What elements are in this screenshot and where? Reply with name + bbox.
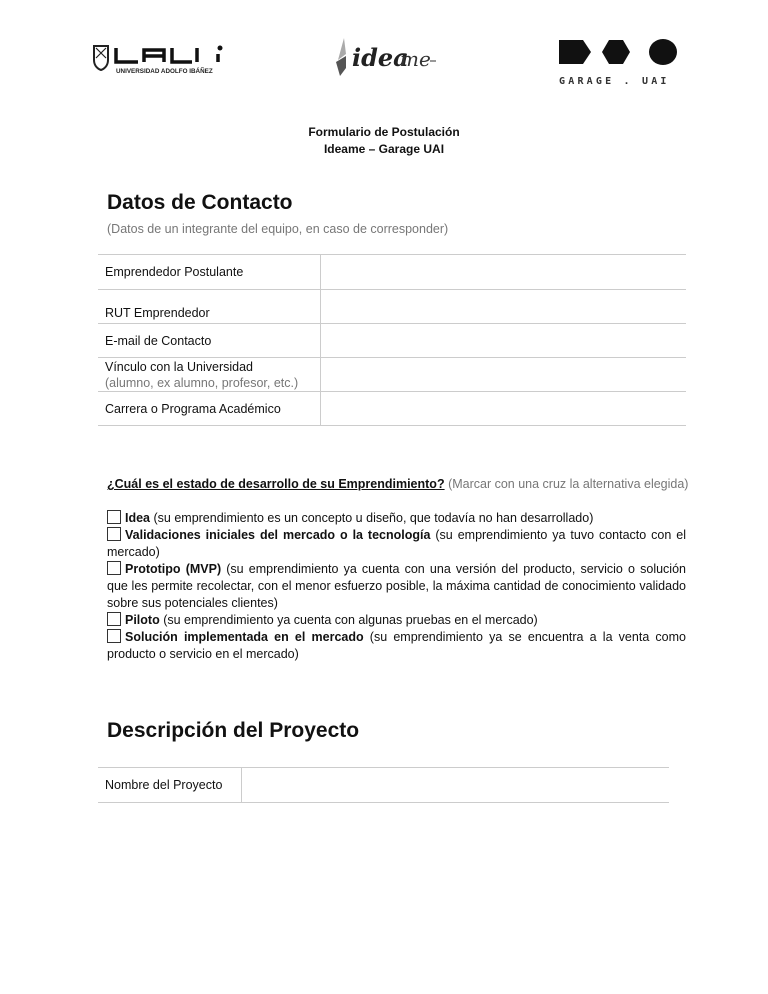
row-label: RUT Emprendedor — [98, 290, 321, 324]
option-desc: (su emprendimiento ya tuvo contacto con el mercado) — [107, 528, 686, 559]
form-title-line1: Formulario de Postulación — [308, 125, 460, 139]
svg-text:idea: idea — [352, 43, 409, 72]
row-label: Carrera o Programa Académico — [98, 392, 321, 426]
svg-text:GARAGE . UAI: GARAGE . UAI — [559, 76, 670, 87]
option-desc: (su emprendimiento ya cuenta con una versión del producto, servicio o solución que les permite recolectar, con el menor esfuerzo posible, la máxima cantidad de conocimiento validado sobre sus potenciales clientes) — [107, 562, 686, 610]
stage-instruction: (Marcar con una cruz la alternativa elegida) — [448, 477, 689, 491]
checkbox[interactable] — [107, 561, 121, 575]
form-title — [0, 124, 768, 158]
row-label-note: (alumno, ex alumno, profesor, etc.) — [105, 375, 299, 390]
form-title-line2: Ideame – Garage UAI — [323, 142, 445, 156]
row-label: E-mail de Contacto — [98, 324, 321, 358]
table-row — [98, 392, 686, 426]
rut-field[interactable] — [321, 290, 687, 324]
option-title: Prototipo (MVP) — [125, 562, 222, 576]
checkbox[interactable] — [107, 510, 121, 524]
row-label: Emprendedor Postulante — [98, 255, 321, 290]
emprendedor-field[interactable] — [321, 255, 687, 290]
table-row — [98, 255, 686, 290]
checkbox[interactable] — [107, 629, 121, 643]
project-heading: Descripción del Proyecto — [107, 719, 360, 742]
contact-heading: Datos de Contacto — [107, 191, 293, 214]
option-title: Solución implementada en el mercado — [125, 630, 364, 644]
option-title: Piloto — [125, 613, 160, 627]
stage-options — [107, 510, 686, 663]
stage-option-prototipo — [107, 561, 686, 612]
garage-uai-logo — [557, 38, 682, 88]
table-row — [98, 358, 686, 392]
table-row — [98, 324, 686, 358]
project-table — [98, 767, 669, 803]
stage-option-solucion — [107, 629, 686, 663]
contact-subtitle: (Datos de un integrante del equipo, en caso de corresponder) — [107, 222, 449, 236]
stage-question — [107, 477, 688, 491]
vinculo-field[interactable] — [321, 358, 687, 392]
option-desc: (su emprendimiento ya se encuentra a la venta como producto o servicio en el mercado) — [107, 630, 687, 661]
row-label: Nombre del Proyecto — [98, 768, 242, 803]
stage-option-piloto — [107, 612, 686, 629]
stage-option-idea — [107, 510, 686, 527]
checkbox[interactable] — [107, 527, 121, 541]
contact-table — [98, 254, 686, 426]
option-desc: (su emprendimiento ya cuenta con algunas pruebas en el mercado) — [159, 613, 538, 627]
stage-option-validaciones — [107, 527, 686, 561]
email-field[interactable] — [321, 324, 687, 358]
ideame-logo — [330, 34, 440, 79]
carrera-field[interactable] — [321, 392, 687, 426]
checkbox[interactable] — [107, 612, 121, 626]
project-name-field[interactable] — [242, 768, 670, 803]
row-label — [98, 358, 321, 392]
option-title: Validaciones iniciales del mercado o la tecnología — [125, 528, 431, 542]
option-title: Idea — [125, 511, 151, 525]
svg-text:me: me — [400, 47, 431, 71]
stage-question-text: ¿Cuál es el estado de desarrollo de su Emprendimiento? — [107, 477, 445, 491]
svg-text:UNIVERSIDAD ADOLFO IBÁÑEZ: UNIVERSIDAD ADOLFO IBÁÑEZ — [116, 68, 213, 75]
option-desc: (su emprendimiento es un concepto u diseño, que todavía no han desarrollado) — [150, 511, 594, 525]
table-row — [98, 768, 669, 803]
uai-logo — [92, 44, 227, 76]
row-label-text: Vínculo con la Universidad — [105, 359, 253, 374]
table-row — [98, 290, 686, 324]
